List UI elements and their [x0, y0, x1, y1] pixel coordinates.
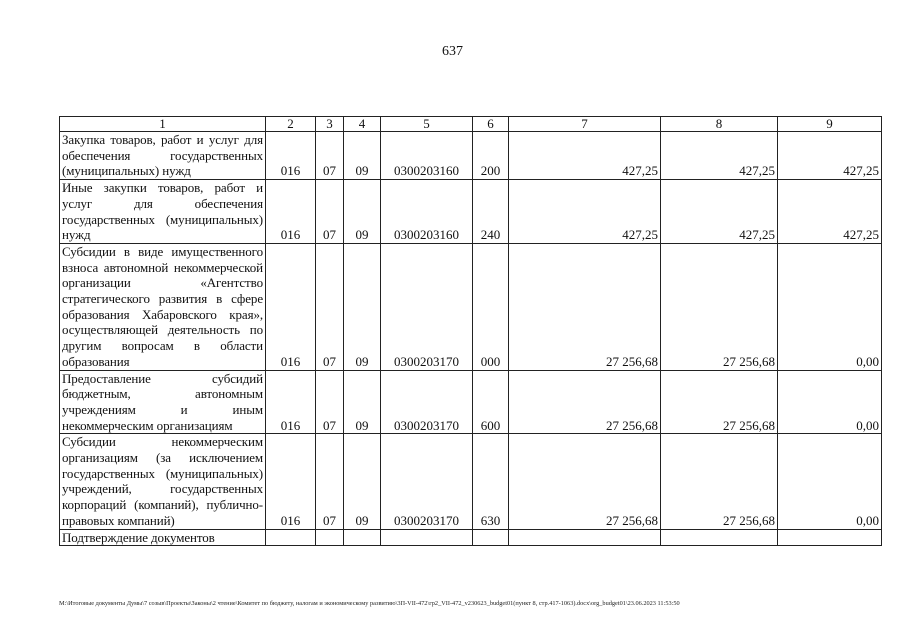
table-row — [60, 370, 882, 434]
section-code: 07 — [316, 243, 344, 370]
amount-col9: 427,25 — [778, 180, 882, 244]
budget-table — [59, 116, 882, 546]
amount-col8 — [661, 529, 778, 546]
header-cell: 1 — [60, 117, 266, 132]
header-cell: 8 — [661, 117, 778, 132]
header-cell: 2 — [266, 117, 316, 132]
amount-col7: 27 256,68 — [509, 434, 661, 529]
ministry-code: 016 — [266, 180, 316, 244]
amount-col9: 0,00 — [778, 243, 882, 370]
row-name: Субсидии некоммерческим организациям (за исключением государственных (муниципальных) учреждений, государственных корпораций (компаний), публично-правовых компаний) — [60, 434, 266, 529]
amount-col9: 427,25 — [778, 132, 882, 180]
amount-col7 — [509, 529, 661, 546]
header-cell: 6 — [473, 117, 509, 132]
amount-col8: 27 256,68 — [661, 434, 778, 529]
target-article-code: 0300203160 — [381, 180, 473, 244]
row-name: Предоставление субсидий бюджетным, автономным учреждениям и иным некоммерческим организациям — [60, 370, 266, 434]
amount-col8: 427,25 — [661, 180, 778, 244]
expense-type-code: 600 — [473, 370, 509, 434]
header-cell: 3 — [316, 117, 344, 132]
page-number: 637 — [442, 44, 463, 59]
expense-type-code: 630 — [473, 434, 509, 529]
document-path-footer: M:\Итоговые документы Думы\7 созыв\Проекты\Законы\2 чтение\Комитет по бюджету, налогам и экономическому развитию\3П-VII-472\гр2_VII-472_v230623_budget01(пункт 8, стр.417-1063).docx\org_budget01\23.06.2023 11:53:50 — [59, 600, 680, 607]
amount-col8: 27 256,68 — [661, 370, 778, 434]
ministry-code: 016 — [266, 370, 316, 434]
header-cell: 7 — [509, 117, 661, 132]
amount-col7: 27 256,68 — [509, 243, 661, 370]
subsection-code: 09 — [344, 180, 381, 244]
header-cell: 9 — [778, 117, 882, 132]
target-article-code: 0300203170 — [381, 434, 473, 529]
target-article-code: 0300203160 — [381, 132, 473, 180]
row-name: Субсидии в виде имущественного взноса автономной некоммерческой организации «Агентство стратегического развития в сфере образования Хабаровского края», осуществляющей деятельность по другим вопросам в области образования — [60, 243, 266, 370]
section-code — [316, 529, 344, 546]
target-article-code: 0300203170 — [381, 243, 473, 370]
table-row — [60, 132, 882, 180]
ministry-code: 016 — [266, 132, 316, 180]
row-name: Подтверждение документов — [60, 529, 266, 546]
header-cell: 4 — [344, 117, 381, 132]
table-row — [60, 180, 882, 244]
ministry-code: 016 — [266, 243, 316, 370]
section-code: 07 — [316, 180, 344, 244]
target-article-code: 0300203170 — [381, 370, 473, 434]
subsection-code: 09 — [344, 434, 381, 529]
table-row — [60, 243, 882, 370]
subsection-code: 09 — [344, 132, 381, 180]
amount-col9 — [778, 529, 882, 546]
amount-col7: 27 256,68 — [509, 370, 661, 434]
subsection-code: 09 — [344, 243, 381, 370]
header-cell: 5 — [381, 117, 473, 132]
ministry-code: 016 — [266, 434, 316, 529]
row-name: Закупка товаров, работ и услуг для обеспечения государственных (муниципальных) нужд — [60, 132, 266, 180]
section-code: 07 — [316, 434, 344, 529]
row-name: Иные закупки товаров, работ и услуг для обеспечения государственных (муниципальных) нужд — [60, 180, 266, 244]
section-code: 07 — [316, 132, 344, 180]
amount-col8: 27 256,68 — [661, 243, 778, 370]
table-row — [60, 529, 882, 546]
subsection-code: 09 — [344, 370, 381, 434]
section-code: 07 — [316, 370, 344, 434]
amount-col7: 427,25 — [509, 180, 661, 244]
subsection-code — [344, 529, 381, 546]
expense-type-code: 240 — [473, 180, 509, 244]
expense-type-code: 200 — [473, 132, 509, 180]
expense-type-code: 000 — [473, 243, 509, 370]
ministry-code — [266, 529, 316, 546]
target-article-code — [381, 529, 473, 546]
header-row — [60, 117, 882, 132]
amount-col8: 427,25 — [661, 132, 778, 180]
expense-type-code — [473, 529, 509, 546]
amount-col9: 0,00 — [778, 370, 882, 434]
amount-col7: 427,25 — [509, 132, 661, 180]
table-row — [60, 434, 882, 529]
amount-col9: 0,00 — [778, 434, 882, 529]
